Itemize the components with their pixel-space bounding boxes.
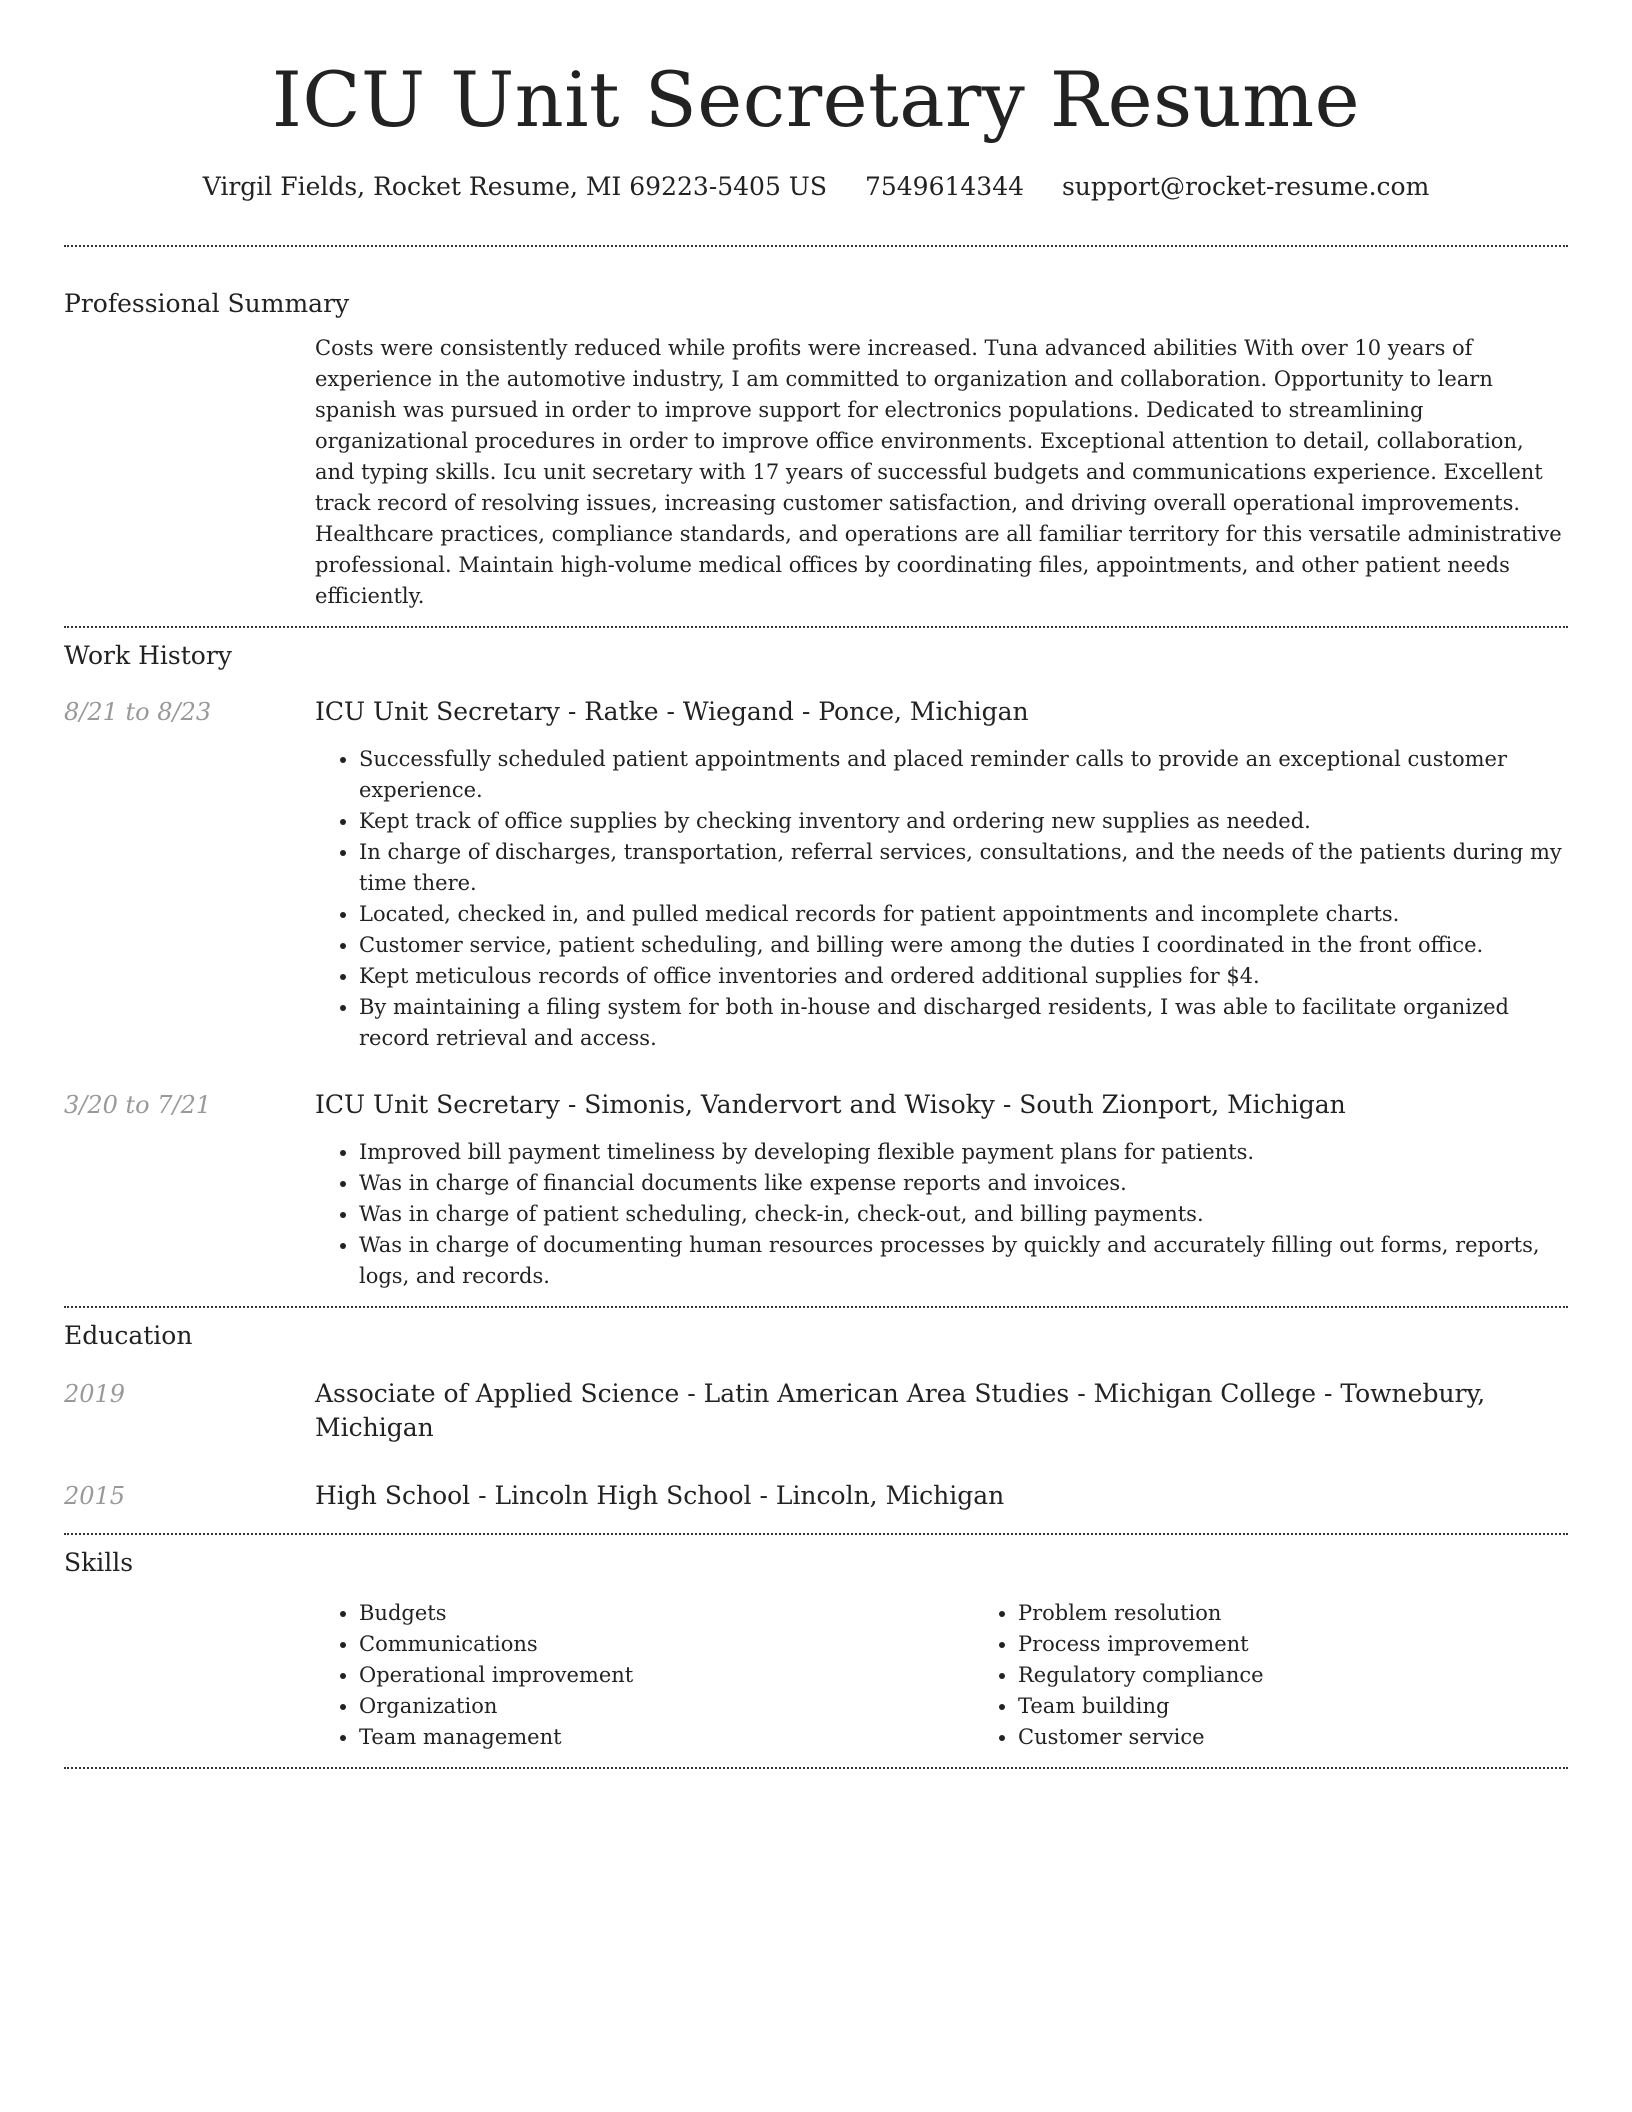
list-item: • Kept track of office supplies by checking inventory and ordering new supplies as needed. — [359, 806, 1568, 837]
page-title: ICU Unit Secretary Resume — [271, 55, 1361, 144]
skills-grid — [315, 1598, 1632, 1753]
education-degree: Associate of Applied Science - Latin American Area Studies — [315, 1379, 1070, 1408]
education-entry — [64, 1377, 1568, 1445]
skills-row — [64, 1598, 1568, 1753]
summary-heading: Professional Summary — [64, 289, 350, 318]
job-bullets — [315, 744, 1568, 1054]
list-item: • Process improvement — [1018, 1629, 1632, 1660]
list-item: • Organization — [359, 1691, 974, 1722]
list-item: • Team building — [1018, 1691, 1632, 1722]
job-dates: 3/20 to 7/21 — [64, 1091, 212, 1119]
job-bullets — [315, 1137, 1568, 1292]
list-item: • Improved bill payment timeliness by developing flexible payment plans for patients. — [359, 1137, 1568, 1168]
job-title: ICU Unit Secretary - Simonis, Vandervort and Wisoky - South Zionport, Michigan — [315, 1090, 1346, 1119]
list-item: • Customer service, patient scheduling, and billing were among the duties I coordinated in the front office. — [359, 930, 1568, 961]
list-item: • Regulatory compliance — [1018, 1660, 1632, 1691]
summary-text: Costs were consistently reduced while profits were increased. Tuna advanced abilities With over 10 years of experience in the automotive industry, I am committed to organization and collaboration. Opportunity to learn spanish was pursued in order to improve support for electronics populations. Dedicated to streamlining organizational procedures in order to improve office environments. Exceptional attention to detail, collaboration, and typing skills. Icu unit secretary with 17 years of successful budgets and communications experience. Excellent track record of resolving issues, increasing customer satisfaction, and driving overall operational improvements. Healthcare practices, compliance standards, and operations are all familiar territory for this versatile administrative professional. Maintain high-volume medical offices by coordinating files, appointments, and other patient needs efficiently. — [315, 336, 1562, 608]
divider — [64, 1767, 1568, 1769]
education-year: 2015 — [64, 1482, 126, 1510]
list-item: • Successfully scheduled patient appointments and placed reminder calls to provide an exceptional customer experience. — [359, 744, 1568, 806]
skills-heading: Skills — [64, 1548, 134, 1577]
list-item: • Located, checked in, and pulled medical records for patient appointments and incomplete charts. — [359, 899, 1568, 930]
list-item: • By maintaining a filing system for both in-house and discharged residents, I was able to facilitate organized record retrieval and access. — [359, 992, 1568, 1054]
contact-address: Virgil Fields, Rocket Resume, MI 69223-5405 US — [202, 172, 827, 201]
summary-row — [64, 333, 1568, 612]
list-item: • Was in charge of financial documents like expense reports and invoices. — [359, 1168, 1568, 1199]
skills-list-right — [974, 1598, 1632, 1753]
list-item: • Was in charge of documenting human resources processes by quickly and accurately filling out forms, reports, logs, and records. — [359, 1230, 1568, 1292]
job-entry — [64, 1088, 1568, 1292]
education-year: 2019 — [64, 1380, 126, 1408]
education-degree: High School — [315, 1481, 471, 1510]
contact-line — [64, 148, 1568, 204]
list-item: • Team management — [359, 1722, 974, 1753]
contact-phone: 7549614344 — [864, 172, 1025, 201]
list-item: • Problem resolution — [1018, 1598, 1632, 1629]
education-heading: Education — [64, 1321, 193, 1350]
list-item: • Communications — [359, 1629, 974, 1660]
list-item: • In charge of discharges, transportation, referral services, consultations, and the needs of the patients during my time there. — [359, 837, 1568, 899]
education-school: - Lincoln High School - Lincoln, Michigan — [470, 1481, 1005, 1510]
skills-list-left — [315, 1598, 974, 1753]
job-dates: 8/21 to 8/23 — [64, 698, 212, 726]
list-item: • Customer service — [1018, 1722, 1632, 1753]
education-entry — [64, 1479, 1568, 1513]
job-title: ICU Unit Secretary - Ratke - Wiegand - Ponce, Michigan — [315, 697, 1029, 726]
contact-email: support@rocket-resume.com — [1061, 172, 1430, 201]
list-item: • Operational improvement — [359, 1660, 974, 1691]
list-item: • Kept meticulous records of office inventories and ordered additional supplies for $4. — [359, 961, 1568, 992]
education-school: - Michigan College - Townebury, Michigan — [315, 1379, 1486, 1442]
work-history-heading: Work History — [64, 641, 232, 670]
job-entry — [64, 695, 1568, 1054]
list-item: • Budgets — [359, 1598, 974, 1629]
list-item: • Was in charge of patient scheduling, check-in, check-out, and billing payments. — [359, 1199, 1568, 1230]
